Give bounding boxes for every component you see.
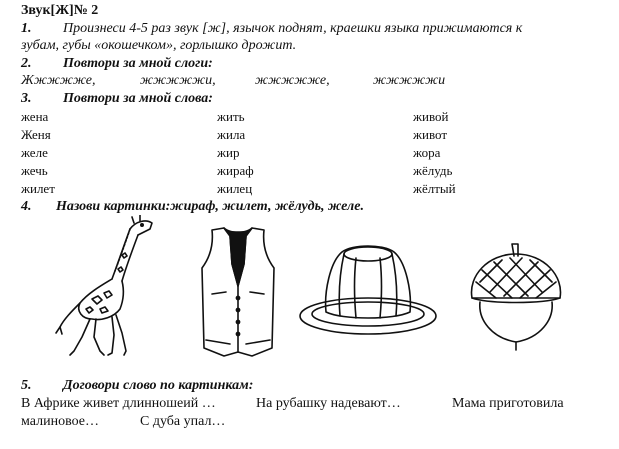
task2-title: Повтори за мной слоги:	[63, 56, 213, 71]
word-col3-2: живот	[413, 127, 447, 142]
sentence-jelly-start: Мама приготовила	[452, 396, 564, 411]
word-col3-3: жора	[413, 145, 441, 160]
word-col1-5: жилет	[21, 181, 55, 196]
word-col1-3: желе	[21, 145, 48, 160]
word-col1-1: жена	[21, 109, 49, 124]
syllable-3: жжжжже,	[255, 73, 330, 88]
word-col1-2: Женя	[21, 127, 51, 142]
sentence-giraffe: В Африке живет длинношеий …	[21, 396, 216, 411]
word-col2-4: жираф	[217, 163, 254, 178]
syllable-4: жжжжжи	[373, 73, 446, 88]
word-col2-5: жилец	[217, 181, 253, 196]
task1-line2: зубам, губы «окошечком», горлышко дрожит.	[21, 38, 297, 53]
giraffe-drawing	[52, 215, 162, 365]
word-col3-4: жёлудь	[413, 163, 453, 178]
task3-title: Повтори за мной слова:	[63, 91, 213, 106]
syllable-1: Жжжжже,	[21, 73, 96, 88]
word-col2-1: жить	[217, 109, 245, 124]
word-col3-1: живой	[413, 109, 449, 124]
task3-number: 3.	[21, 91, 32, 106]
task5-number: 5.	[21, 378, 32, 393]
acorn-drawing	[466, 240, 566, 352]
task1-number: 1.	[21, 21, 32, 36]
word-col2-2: жила	[217, 127, 246, 142]
task1-line1: Произнеси 4-5 раз звук [ж], язычок поднят, краешки языка прижимаются к	[63, 21, 523, 36]
word-col2-3: жир	[217, 145, 240, 160]
task2-number: 2.	[21, 56, 32, 71]
sentence-acorn: С дуба упал…	[140, 414, 226, 429]
task4-number: 4.	[21, 199, 32, 214]
jelly-drawing	[298, 232, 440, 342]
sentence-vest: На рубашку надевают…	[256, 396, 401, 411]
word-col3-5: жёлтый	[413, 181, 456, 196]
sentence-jelly-end: малиновое…	[21, 414, 99, 429]
task4-title: Назови картинки:жираф, жилет, жёлудь, желе.	[56, 199, 364, 214]
word-col1-4: жечь	[21, 163, 48, 178]
vest-drawing	[198, 224, 278, 364]
syllable-2: жжжжжи,	[140, 73, 216, 88]
page-title: Звук[Ж]№ 2	[21, 3, 99, 18]
task5-title: Договори слово по картинкам:	[63, 378, 254, 393]
